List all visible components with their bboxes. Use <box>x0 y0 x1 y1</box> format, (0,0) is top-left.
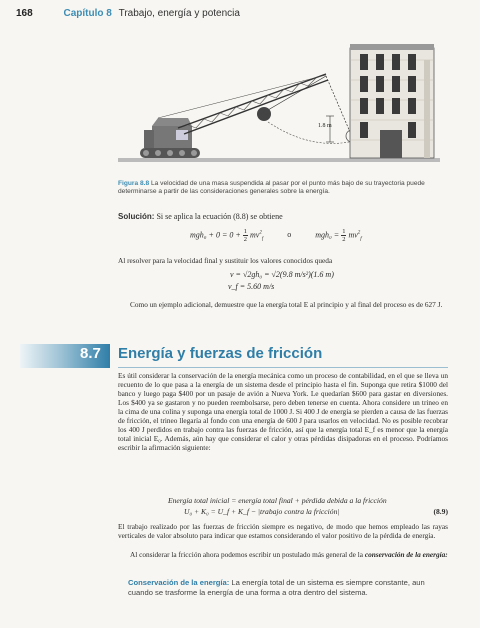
eq1-or: o <box>287 230 292 240</box>
distance-label: 1.8 m <box>318 123 332 129</box>
page-header <box>16 8 464 24</box>
section-title: Energía y fuerzas de fricción <box>118 345 323 362</box>
solution-additional: Como un ejemplo adicional, demuestre que la energía total E al principio y al final del proceso es de 627 J. <box>130 300 443 309</box>
solution-intro <box>118 212 448 222</box>
body-paragraph-1: Es útil considerar la conservación de la energía mecánica como un proceso de contabilidad, en el que se lleva un recuento de lo que pasa a la energía de un sistema desde el principio hasta el fin. Suponga que retira $1000 del banco y luego paga $400 por un pasaje de avión a Nueva York. Le quedarían $600 para gastar en diversiones. Los $400 ya se gastaron y no pueden reembolsarse, pero deben tenerse en cuenta. Ahora considere un trineo en la cima de una colina y suponga una energía total de 1000 J. Si 400 J de energía se pierden a causa de las fuerzas de fricción, el trineo llegaría al fondo con una energía de 600 J para usarlos en velocidad. No es posible recobrar los 400 J perdidos en trabajo contra las fuerzas de fricción, así que la energía total E_f es menor que la energía total inicial E₀. Además, aún hay que considerar el calor y otras pérdidas disipadoras en el proceso. Podríamos escribir la afirmación siguiente: <box>118 371 448 452</box>
crane-building-figure <box>118 30 440 180</box>
equation-velocity-result: v_f = 5.60 m/s <box>228 282 275 291</box>
equation-8-9 <box>118 496 448 518</box>
equation-velocity: v = √2gh₀ = √2(9.8 m/s²)(1.6 m) <box>230 270 334 279</box>
body-paragraph-3 <box>118 550 448 559</box>
chapter-title: Trabajo, energía y potencia <box>118 8 240 19</box>
page-number: 168 <box>16 8 33 19</box>
eq1-fraction: $\frac{1}{2}$ <box>243 228 248 243</box>
eq89-number: (8.9) <box>433 507 448 516</box>
eq1-mid-2: mv <box>348 230 358 240</box>
equation-energy: mgh₀ + 0 = 0 + $\frac{1}{2}$ $mv^2_f$ o mgh₀ = $\frac{1}{2}$ $mv^2_f$ <box>190 228 362 243</box>
eq1-left: mgh₀ + 0 = 0 + <box>190 230 241 240</box>
principle-box <box>128 578 440 598</box>
p3-start: Al considerar la fricción ahora podemos escribir un postulado más general de la <box>130 550 365 559</box>
eq1-mid: mv <box>250 230 260 240</box>
crane <box>140 74 328 158</box>
principle-text: La energía total de un sistema es siempre constante, aun cuando se trasforme la energía de una forma a otra dentro del sistema. <box>128 578 425 597</box>
section-number: 8.7 <box>80 345 101 362</box>
principle-label: Conservación de la energía: <box>128 578 230 587</box>
p3-emphasis: conservación de la energía: <box>364 550 448 559</box>
chapter-label: Capítulo 8 <box>63 8 112 19</box>
eq1-right: mgh₀ = <box>315 230 340 240</box>
solution-label: Solución: <box>118 212 155 221</box>
ground <box>118 158 440 162</box>
caption-text: La velocidad de una masa suspendida al pasar por el punto más bajo de su trayectoria puede determinarse a partir de las consideraciones generales sobre la energía. <box>118 180 425 195</box>
caption-label: Figura 8.8 <box>118 180 150 187</box>
body-paragraph-2: El trabajo realizado por las fuerzas de fricción siempre es negativo, de modo que hemos empleado las rayas verticales de valor absoluto para indicar que estamos considerando el valor positivo de la pérdida de energía. <box>118 522 448 540</box>
figure-caption <box>118 180 448 196</box>
eq89-symbols: U₀ + K₀ = U_f + K_f − |trabajo contra la fricción| <box>184 507 340 516</box>
solution-resolve: Al resolver para la velocidad final y sustituir los valores conocidos queda <box>118 256 333 265</box>
solution-intro-text: Si se aplica la ecuación (8.8) se obtiene <box>156 212 283 221</box>
eq1-fraction-2: $\frac{1}{2}$ <box>342 228 346 243</box>
eq89-words: Energía total inicial = energía total final + pérdida debida a la fricción <box>168 496 387 505</box>
building <box>350 44 434 158</box>
section-rule <box>118 367 448 368</box>
